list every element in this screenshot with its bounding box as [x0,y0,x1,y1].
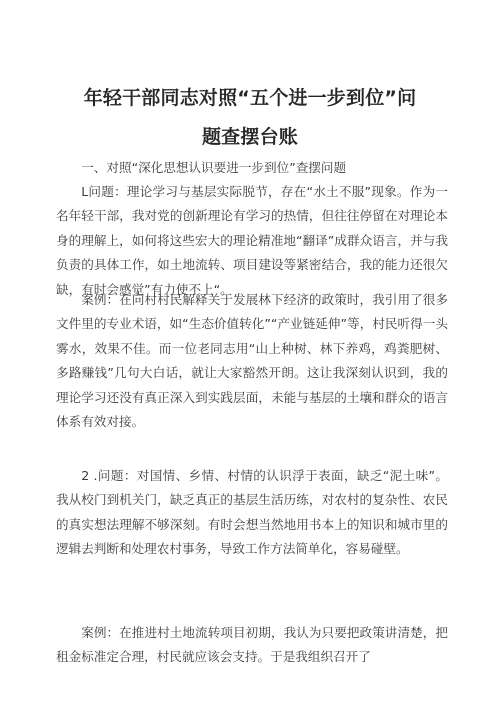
paragraph-case-1: 案例：在向村村民解释关于发展林下经济的政策时，我引用了很多文件里的专业术语，如“生态价值转化”“产业链延伸”等，村民听得一头雾水，效果不佳。而一位老同志用“山上种树、林下养鸡，鸡粪肥树、多路赚钱”几句大白话，就让大家豁然开朗。这让我深刻认识到，我的理论学习还没有真正深入到实践层面，未能与基层的土壤和群众的语言体系有效对接。 [56,292,448,430]
paragraph-problem-1: L问题：理论学习与基层实际脱节，存在“水土不服”现象。作为一名年轻干部，我对党的创新理论有学习的热情，但往往停留在对理论本身的理解上，如何将这些宏大的理论精准地“翻译”成群众语言，并与我负责的具体工作，如土地流转、项目建设等紧密结合，我的能力还很欠缺，有时会感觉”有力使不上“。 [56,184,448,297]
document-title-line-1: 年轻干部同志对照“五个进一步到位”问 [83,87,417,109]
section-heading: 一、对照“深化思想认识要进一步到位”查摆问题 [81,160,347,175]
paragraph-case-2: 案例：在推进村土地流转项目初期，我认为只要把政策讲清楚，把租金标准定合理，村民就应该会支持。于是我组织召开了 [56,625,448,665]
document-title-line-2: 题查摆台账 [201,126,298,148]
paragraph-problem-2: 2 .问题：对国情、乡情、村情的认识浮于表面，缺乏“泥土味”。我从校门到机关门，缺乏真正的基层生活历练，对农村的复杂性、农民的真实想法理解不够深刻。有时会想当然地用书本上的知识和城市里的逻辑去判断和处理农村事务，导致工作方法简单化，容易碰壁。 [56,468,448,557]
